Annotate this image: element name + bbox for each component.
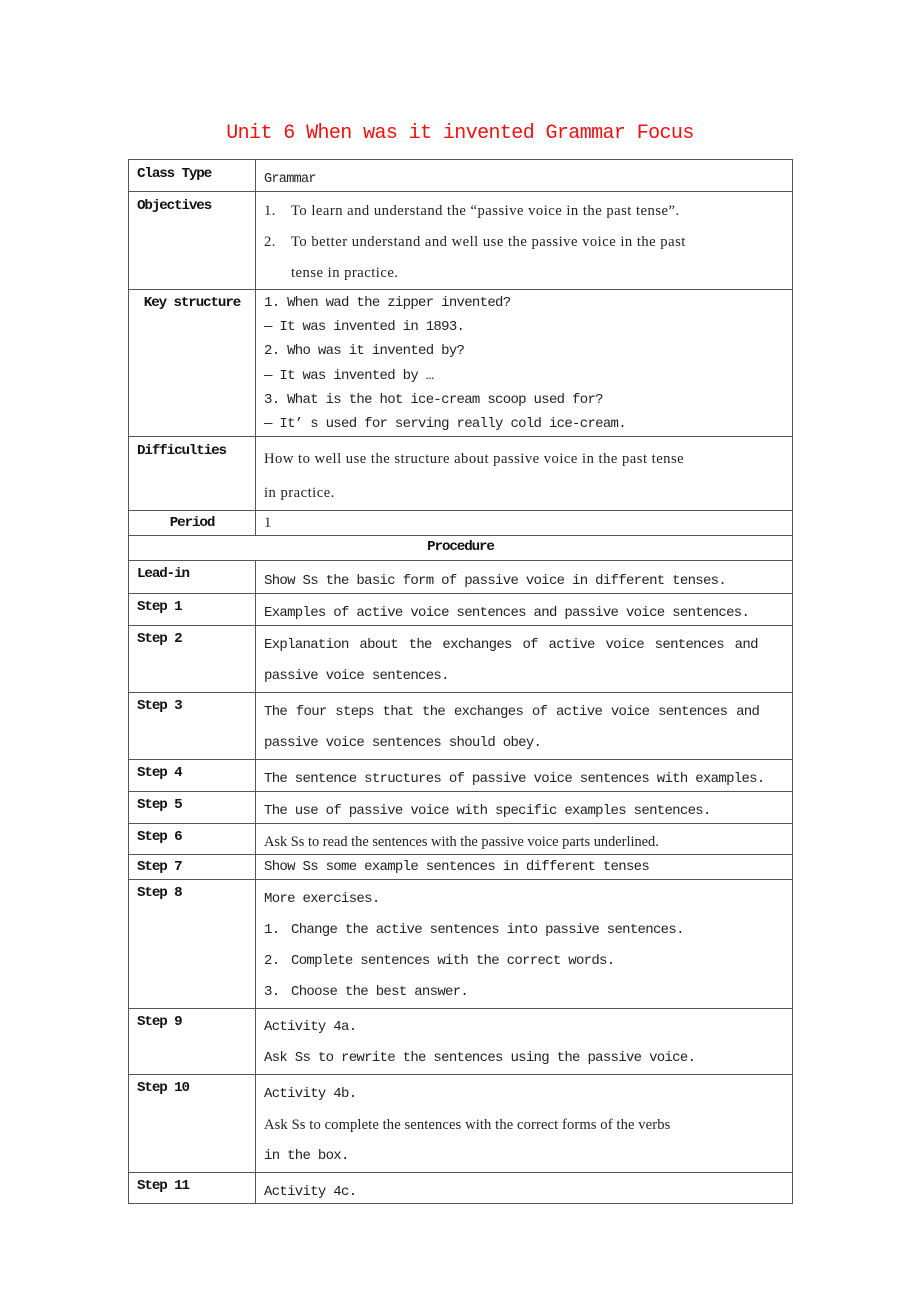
lesson-plan-table [128, 159, 793, 1204]
step-text: The four steps that the exchanges of active voice sentences and passive voice sentences should obey. [264, 704, 760, 752]
step-label: Step 5 [137, 797, 182, 814]
step-label: Step 2 [137, 631, 182, 648]
row-step [129, 626, 793, 693]
objective-item: 1. To learn and understand the “passive voice in the past tense”. [264, 203, 680, 219]
step-label: Step 7 [137, 859, 182, 876]
step-label: Step 8 [137, 885, 182, 902]
row-class-type [129, 160, 793, 192]
document-title: Unit 6 When was it invented Grammar Focus [226, 122, 694, 145]
step-text: Show Ss the basic form of passive voice in different tenses. [264, 573, 727, 590]
row-step [129, 880, 793, 1009]
label-period: Period [169, 515, 215, 532]
exercise-item: 2. Complete sentences with the correct words. [264, 953, 615, 970]
row-step [129, 792, 793, 824]
step-label: Step 6 [137, 829, 182, 846]
row-key-structure [129, 290, 793, 437]
row-step [129, 693, 793, 760]
label-key-structure: Key structure [143, 295, 241, 311]
exercise-intro: More exercises. [264, 891, 380, 908]
key-structure-line: — It’ s used for serving really cold ice-cream. [264, 416, 626, 433]
step-label: Step 1 [137, 599, 182, 616]
label-objectives: Objectives [137, 198, 212, 214]
objective-item: 2. To better understand and well use the passive voice in the past [264, 234, 686, 250]
step-text: Show Ss some example sentences in different tenses [264, 859, 650, 876]
step-text: The sentence structures of passive voice sentences with examples. [264, 771, 765, 788]
label-class-type: Class Type [137, 166, 212, 182]
step-text: Examples of active voice sentences and passive voice sentences. [264, 605, 750, 622]
label-difficulties: Difficulties [137, 443, 226, 460]
exercise-item: 3. Choose the best answer. [264, 984, 469, 1001]
row-step [129, 1075, 793, 1173]
row-step [129, 594, 793, 626]
step-label: Step 3 [137, 698, 182, 715]
row-step [129, 1173, 793, 1204]
row-period [129, 511, 793, 536]
step-label: Lead-in [137, 566, 189, 583]
objectives-list [256, 192, 792, 289]
value-class-type: Grammar [264, 172, 316, 187]
row-objectives [129, 192, 793, 290]
step-text: The use of passive voice with specific examples sentences. [264, 803, 711, 820]
step-text: Explanation about the exchanges of active voice sentences and passive voice sentences. [264, 637, 758, 685]
key-structure-lines [256, 290, 792, 436]
step-text: Activity 4a. Ask Ss to rewrite the sentences using the passive voice. [264, 1019, 696, 1067]
step-text: Activity 4c. [264, 1184, 357, 1201]
objective-item-continuation: tense in practice. [291, 265, 399, 281]
row-step [129, 561, 793, 594]
value-period: 1 [264, 515, 272, 532]
row-step [129, 824, 793, 855]
exercise-item: 1. Change the active sentences into passive sentences. [264, 922, 684, 939]
step-label: Step 9 [137, 1014, 182, 1031]
step-label: Step 10 [137, 1080, 189, 1097]
row-difficulties [129, 437, 793, 511]
row-step [129, 855, 793, 880]
step-label: Step 11 [137, 1178, 189, 1195]
step-text [256, 880, 792, 1008]
procedure-heading: Procedure [427, 539, 494, 556]
step-text: Ask Ss to read the sentences with the passive voice parts underlined. [264, 834, 659, 851]
key-structure-line: — It was invented in 1893. [264, 319, 465, 336]
key-structure-line: — It was invented by … [264, 367, 434, 384]
key-structure-line: 1. When wad the zipper invented? [264, 295, 511, 311]
key-structure-line: 2. Who was it invented by? [264, 343, 465, 360]
row-step [129, 1009, 793, 1075]
step-label: Step 4 [137, 765, 182, 782]
row-step [129, 760, 793, 792]
row-procedure-heading [129, 536, 793, 561]
step-text: Activity 4b. Ask Ss to complete the sentences with the correct forms of the verbs in the box. [264, 1086, 671, 1165]
difficulties-text: How to well use the structure about passive voice in the past tense in practice. [264, 451, 685, 502]
key-structure-line: 3. What is the hot ice-cream scoop used for? [264, 391, 603, 408]
